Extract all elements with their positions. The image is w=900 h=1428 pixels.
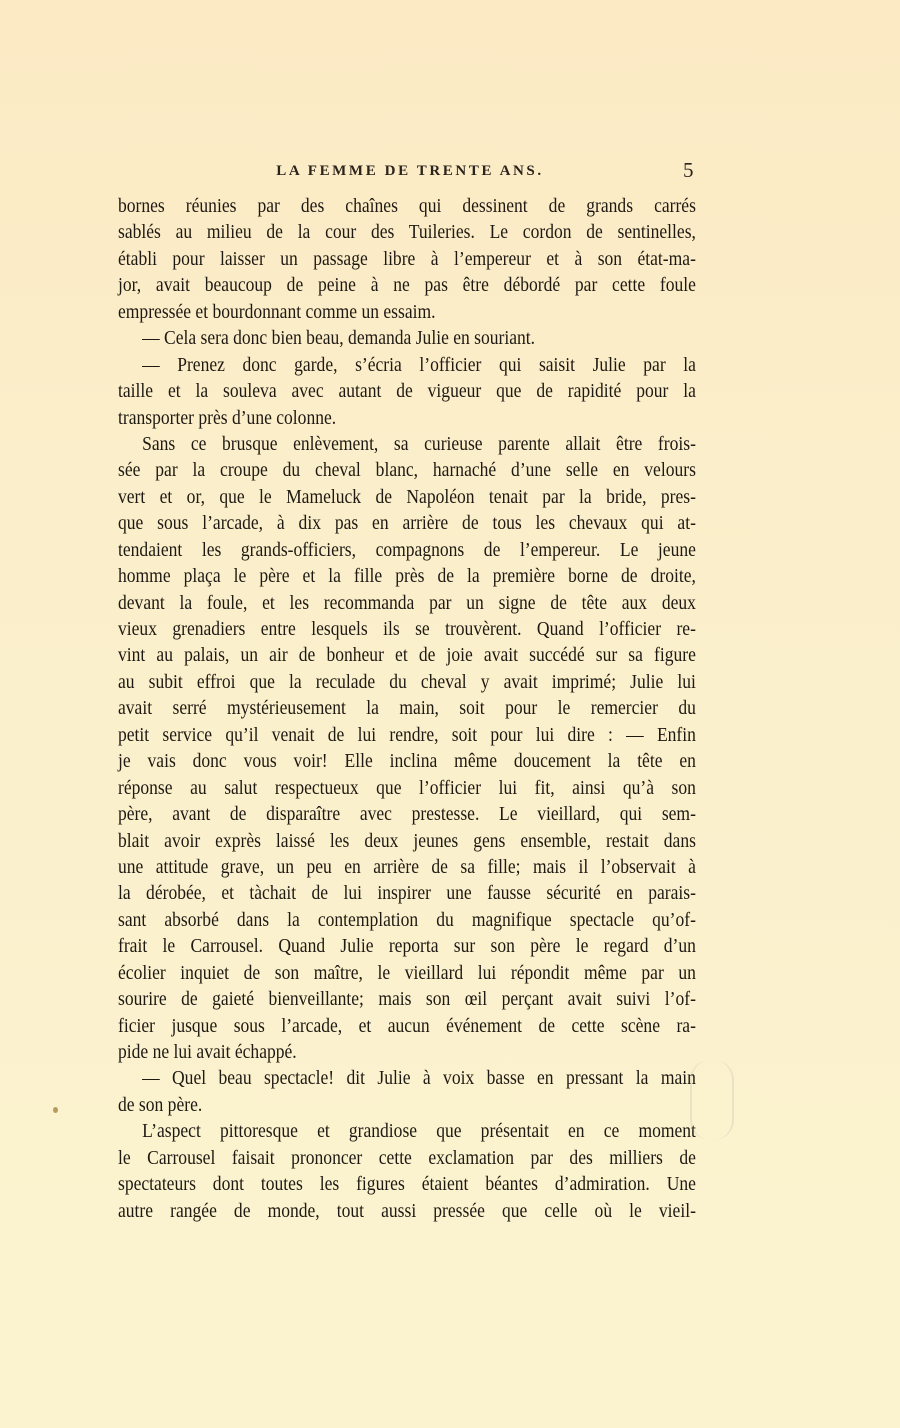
text-line: L’aspect pittoresque et grandiose que présentait en ce moment	[142, 1120, 696, 1143]
text-line: réponse au salut respectueux que l’officier lui fit, ainsi qu’à son	[118, 776, 696, 799]
text-line: — Cela sera donc bien beau, demanda Julie en souriant.	[142, 327, 536, 350]
text-line: transporter près d’une colonne.	[118, 406, 337, 429]
text-line: empressée et bourdonnant comme un essaim.	[118, 300, 436, 323]
text-line: je vais donc vous voir! Elle inclina même doucement la tête en	[118, 750, 696, 773]
text-line: vert et or, que le Mameluck de Napoléon tenait par la bride, pres-	[118, 485, 696, 508]
text-line: établi pour laisser un passage libre à l’empereur et à son état-ma-	[118, 247, 696, 270]
text-line: père, avant de disparaître avec prestesse. Le vieillard, qui sem-	[118, 803, 696, 826]
text-line: que sous l’arcade, à dix pas en arrière de tous les chevaux qui at-	[118, 512, 696, 535]
text-line: jor, avait beaucoup de peine à ne pas être débordé par cette foule	[118, 274, 696, 297]
text-line: le Carrousel faisait prononcer cette exclamation par des milliers de	[118, 1146, 696, 1169]
show-through-mark	[690, 1060, 734, 1140]
text-line: de son père.	[118, 1093, 203, 1116]
page-number: 5	[683, 158, 694, 182]
text-line: frait le Carrousel. Quand Julie reporta sur son père le regard d’un	[118, 935, 696, 958]
text-line: — Prenez donc garde, s’écria l’officier qui saisit Julie par la	[142, 353, 696, 376]
text-line: devant la foule, et les recommanda par un signe de tête aux deux	[118, 591, 696, 614]
text-line: ficier jusque sous l’arcade, et aucun événement de cette scène ra-	[118, 1014, 696, 1037]
text-line: tendaient les grands-officiers, compagnons de l’empereur. Le jeune	[118, 538, 696, 561]
running-title: LA FEMME DE TRENTE ANS.	[276, 163, 544, 179]
text-line: sant absorbé dans la contemplation du magnifique spectacle qu’of-	[118, 908, 696, 931]
text-line: au subit effroi que la reculade du cheval y avait imprimé; Julie lui	[118, 670, 696, 693]
text-line: autre rangée de monde, tout aussi pressée que celle où le vieil-	[118, 1199, 696, 1222]
text-line: sée par la croupe du cheval blanc, harnaché d’une selle en velours	[118, 459, 696, 482]
text-line: petit service qu’il venait de lui rendre, soit pour lui dire : — Enfin	[118, 723, 696, 746]
text-line: sourire de gaieté bienveillante; mais son œil perçant avait suivi l’of-	[118, 988, 696, 1011]
text-line: bornes réunies par des chaînes qui dessinent de grands carrés	[118, 195, 696, 217]
text-line: homme plaça le père et la fille près de la première borne de droite,	[118, 565, 696, 588]
text-line: écolier inquiet de son maître, le vieillard lui répondit même par un	[118, 961, 696, 984]
text-line: une attitude grave, un peu en arrière de sa fille; mais il l’observait à	[118, 855, 696, 878]
text-line: blait avoir exprès laissé les deux jeunes gens ensemble, restait dans	[118, 829, 696, 852]
paper-speck	[53, 1107, 58, 1113]
text-line: la dérobée, et tàchait de lui inspirer une fausse sécurité en parais-	[118, 882, 696, 905]
text-line: vint au palais, un air de bonheur et de joie avait succédé sur sa figure	[118, 644, 696, 667]
text-line: pide ne lui avait échappé.	[118, 1041, 297, 1063]
text-line: vieux grenadiers entre lesquels ils se trouvèrent. Quand l’officier re-	[118, 618, 696, 640]
text-line: sablés au milieu de la cour des Tuileries. Le cordon de sentinelles,	[118, 221, 696, 244]
text-line: — Quel beau spectacle! dit Julie à voix basse en pressant la main	[142, 1067, 696, 1090]
text-line: taille et la souleva avec autant de vigueur que de rapidité pour la	[118, 380, 696, 403]
text-line: Sans ce brusque enlèvement, sa curieuse parente allait être frois-	[142, 432, 696, 455]
body-text	[118, 193, 696, 1224]
text-line: spectateurs dont toutes les figures étaient béantes d’admiration. Une	[118, 1173, 696, 1196]
text-line: avait serré mystérieusement la main, soit pour le remercier du	[118, 697, 696, 720]
